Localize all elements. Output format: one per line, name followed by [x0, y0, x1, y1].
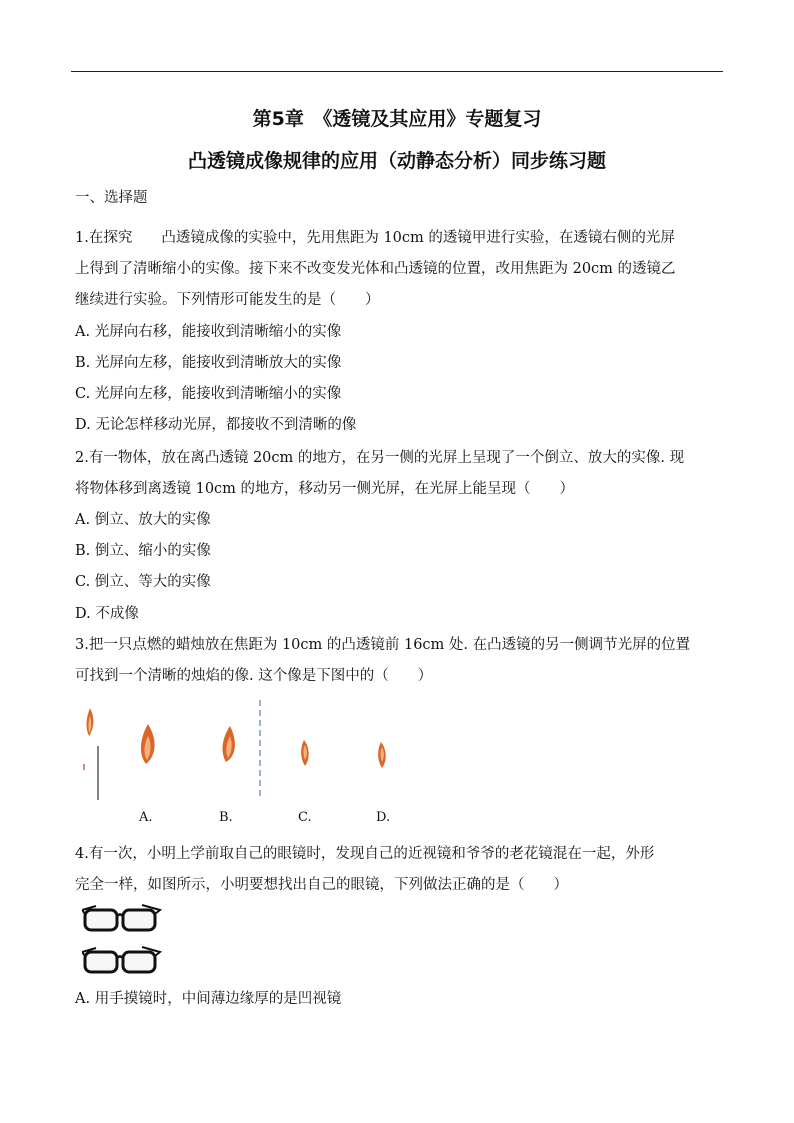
question-1-line-1: 1.在探究 凸透镜成像的实验中，先用焦距为 10cm 的透镜甲进行实验，在透镜右侧的光屏: [75, 230, 675, 246]
header-rule: [71, 71, 723, 72]
glasses-figure: [82, 900, 162, 980]
question-1-line-2: 上得到了清晰缩小的实像。接下来不改变发光体和凸透镜的位置，改用焦距为 20cm 的透镜乙: [75, 261, 676, 277]
flame-option-b: [223, 700, 260, 800]
question-2-option-b: B. 倒立、缩小的实像: [75, 543, 211, 559]
figure-label-c: C.: [298, 810, 312, 825]
question-3-line-1: 3.把一只点燃的蜡烛放在焦距为 10cm 的凸透镜前 16cm 处. 在凸透镜的另一侧调节光屏的位置: [75, 637, 691, 653]
flame-option-d: [378, 742, 386, 768]
figure-label-b: B.: [219, 810, 233, 825]
flame-option-a: [141, 724, 155, 764]
section-heading: 一、选择题: [75, 190, 148, 206]
glasses-icon-bottom: [82, 947, 160, 972]
original-candle: [84, 708, 98, 800]
glasses-icon-top: [82, 905, 160, 930]
question-4-line-2: 完全一样，如图所示，小明要想找出自己的眼镜，下列做法正确的是（ ）: [75, 877, 568, 893]
figure-label-d: D.: [376, 810, 391, 825]
candle-image-figure: [76, 700, 406, 830]
chapter-title: 第5章 《透镜及其应用》专题复习: [252, 108, 542, 130]
flame-option-c: [301, 740, 309, 766]
question-2-line-1: 2.有一物体，放在离凸透镜 20cm 的地方，在另一侧的光屏上呈现了一个倒立、放大的实像. 现: [75, 450, 685, 466]
question-1-line-3: 继续进行实验。下列情形可能发生的是（ ）: [75, 292, 380, 308]
exercise-title: 凸透镜成像规律的应用（动静态分析）同步练习题: [187, 150, 606, 172]
question-1-option-c: C. 光屏向左移，能接收到清晰缩小的实像: [75, 386, 342, 402]
question-2-option-c: C. 倒立、等大的实像: [75, 574, 211, 590]
question-2-option-d: D. 不成像: [75, 606, 139, 622]
question-4-option-a: A. 用手摸镜时，中间薄边缘厚的是凹视镜: [75, 991, 342, 1007]
figure-label-a: A.: [139, 810, 153, 825]
question-2-option-a: A. 倒立、放大的实像: [75, 512, 211, 528]
question-3-line-2: 可找到一个清晰的烛焰的像. 这个像是下图中的（ ）: [75, 668, 433, 684]
question-4-line-1: 4.有一次，小明上学前取自己的眼镜时，发现自己的近视镜和爷爷的老花镜混在一起，外形: [75, 846, 655, 862]
question-1-option-b: B. 光屏向左移，能接收到清晰放大的实像: [75, 355, 342, 371]
question-2-line-2: 将物体移到离透镜 10cm 的地方，移动另一侧光屏，在光屏上能呈现（ ）: [75, 481, 575, 497]
question-1-option-d: D. 无论怎样移动光屏，都接收不到清晰的像: [75, 417, 357, 433]
question-1-option-a: A. 光屏向右移，能接收到清晰缩小的实像: [75, 324, 342, 340]
